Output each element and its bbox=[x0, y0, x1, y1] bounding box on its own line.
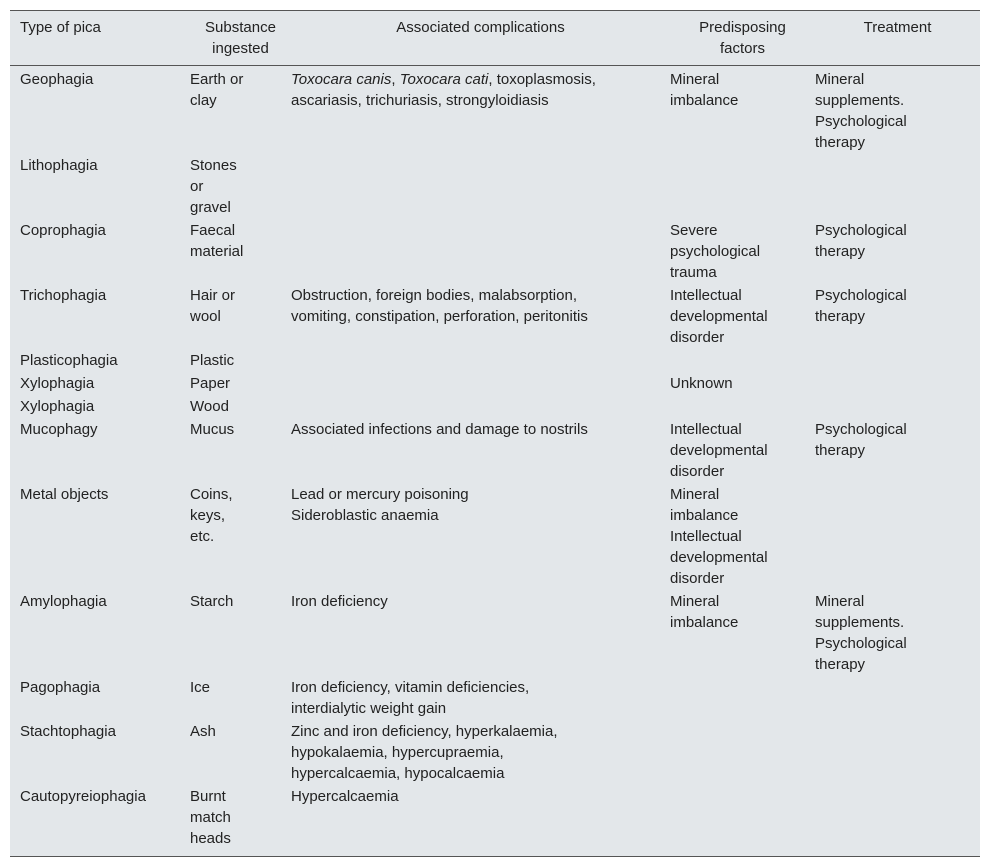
cell-treatment: Psychological therapy bbox=[815, 287, 907, 325]
cell-predisposing bbox=[670, 396, 815, 419]
cell-complications bbox=[291, 373, 670, 396]
table-row bbox=[10, 373, 980, 396]
table-row bbox=[10, 677, 980, 721]
cell-treatment bbox=[815, 155, 980, 220]
cell-predisposing: Mineral imbalance bbox=[670, 593, 739, 631]
header-row bbox=[10, 11, 980, 66]
table-row bbox=[10, 350, 980, 373]
cell-complications: Iron deficiency bbox=[291, 593, 388, 610]
table-row bbox=[10, 591, 980, 677]
cell-substance: Earth or clay bbox=[190, 71, 244, 109]
pica-table-panel bbox=[10, 10, 980, 857]
cell-type: Pagophagia bbox=[20, 679, 101, 696]
cell-predisposing: Intellectual developmental disorder bbox=[670, 287, 768, 346]
cell-type: Mucophagy bbox=[20, 421, 98, 438]
cell-type: Amylophagia bbox=[20, 593, 107, 610]
cell-predisposing: Mineral imbalance Intellectual developmental disorder bbox=[670, 486, 768, 587]
cell-treatment: Mineral supplements. Psychological therapy bbox=[815, 71, 907, 151]
cell-complications: Lead or mercury poisoning Sideroblastic anaemia bbox=[291, 486, 469, 524]
cell-substance: Burnt match heads bbox=[190, 788, 231, 847]
table-row bbox=[10, 220, 980, 285]
cell-type: Xylophagia bbox=[20, 375, 95, 392]
cell-predisposing bbox=[670, 677, 815, 721]
cell-complications bbox=[291, 396, 670, 419]
header-type: Type of pica bbox=[10, 11, 190, 66]
cell-treatment bbox=[815, 350, 980, 373]
cell-substance: Wood bbox=[190, 398, 229, 415]
cell-substance: Paper bbox=[190, 375, 231, 392]
header-complications: Associated complications bbox=[291, 11, 670, 66]
cell-substance: Plastic bbox=[190, 352, 235, 369]
cell-type: Cautopyreiophagia bbox=[20, 788, 146, 805]
table-row bbox=[10, 285, 980, 350]
cell-complications: Iron deficiency, vitamin deficiencies, interdialytic weight gain bbox=[291, 679, 530, 717]
cell-predisposing: Intellectual developmental disorder bbox=[670, 421, 768, 480]
cell-substance: Starch bbox=[190, 593, 234, 610]
cell-substance: Ice bbox=[190, 679, 211, 696]
cell-type: Metal objects bbox=[20, 486, 109, 503]
table-row bbox=[10, 484, 980, 591]
cell-treatment bbox=[815, 786, 980, 851]
cell-substance: Hair or wool bbox=[190, 287, 236, 325]
cell-predisposing bbox=[670, 350, 815, 373]
cell-complications: Zinc and iron deficiency, hyperkalaemia, hypokalaemia, hypercupraemia, hypercalcaemia, hypocalcaemia bbox=[291, 723, 558, 782]
cell-type: Lithophagia bbox=[20, 157, 98, 174]
cell-type: Stachtophagia bbox=[20, 723, 116, 740]
table-row bbox=[10, 66, 980, 156]
pica-table bbox=[10, 11, 980, 851]
cell-treatment: Mineral supplements. Psychological therapy bbox=[815, 593, 907, 673]
cell-predisposing: Unknown bbox=[670, 375, 733, 392]
cell-treatment bbox=[815, 721, 980, 786]
cell-predisposing: Severe psychological trauma bbox=[670, 222, 761, 281]
table-row bbox=[10, 419, 980, 484]
cell-predisposing bbox=[670, 786, 815, 851]
cell-treatment bbox=[815, 396, 980, 419]
header-substance: Substance ingested bbox=[190, 11, 291, 66]
table-row bbox=[10, 396, 980, 419]
cell-treatment: Psychological therapy bbox=[815, 421, 907, 459]
cell-substance: Mucus bbox=[190, 421, 235, 438]
cell-predisposing bbox=[670, 155, 815, 220]
cell-complications: Obstruction, foreign bodies, malabsorption, vomiting, constipation, perforation, peritonitis bbox=[291, 287, 588, 325]
cell-treatment bbox=[815, 484, 980, 591]
cell-substance: Stones or gravel bbox=[190, 157, 237, 216]
cell-complications: Hypercalcaemia bbox=[291, 788, 399, 805]
cell-type: Plasticophagia bbox=[20, 352, 118, 369]
cell-complications bbox=[291, 155, 670, 220]
cell-complications: Toxocara canis, Toxocara cati, toxoplasmosis, ascariasis, trichuriasis, strongyloidiasis bbox=[291, 71, 596, 109]
cell-predisposing bbox=[670, 721, 815, 786]
cell-complications bbox=[291, 350, 670, 373]
cell-treatment: Psychological therapy bbox=[815, 222, 907, 260]
cell-treatment bbox=[815, 677, 980, 721]
header-predisposing: Predisposing factors bbox=[670, 11, 815, 66]
table-row bbox=[10, 786, 980, 851]
cell-substance: Faecal material bbox=[190, 222, 244, 260]
cell-type: Coprophagia bbox=[20, 222, 106, 239]
table-row bbox=[10, 155, 980, 220]
cell-substance: Coins, keys, etc. bbox=[190, 486, 233, 545]
cell-complications bbox=[291, 220, 670, 285]
header-treatment: Treatment bbox=[815, 11, 980, 66]
cell-predisposing: Mineral imbalance bbox=[670, 71, 739, 109]
cell-substance: Ash bbox=[190, 723, 216, 740]
cell-treatment bbox=[815, 373, 980, 396]
cell-complications: Associated infections and damage to nostrils bbox=[291, 421, 588, 438]
cell-type: Trichophagia bbox=[20, 287, 107, 304]
cell-type: Xylophagia bbox=[20, 398, 95, 415]
cell-type: Geophagia bbox=[20, 71, 94, 88]
table-row bbox=[10, 721, 980, 786]
